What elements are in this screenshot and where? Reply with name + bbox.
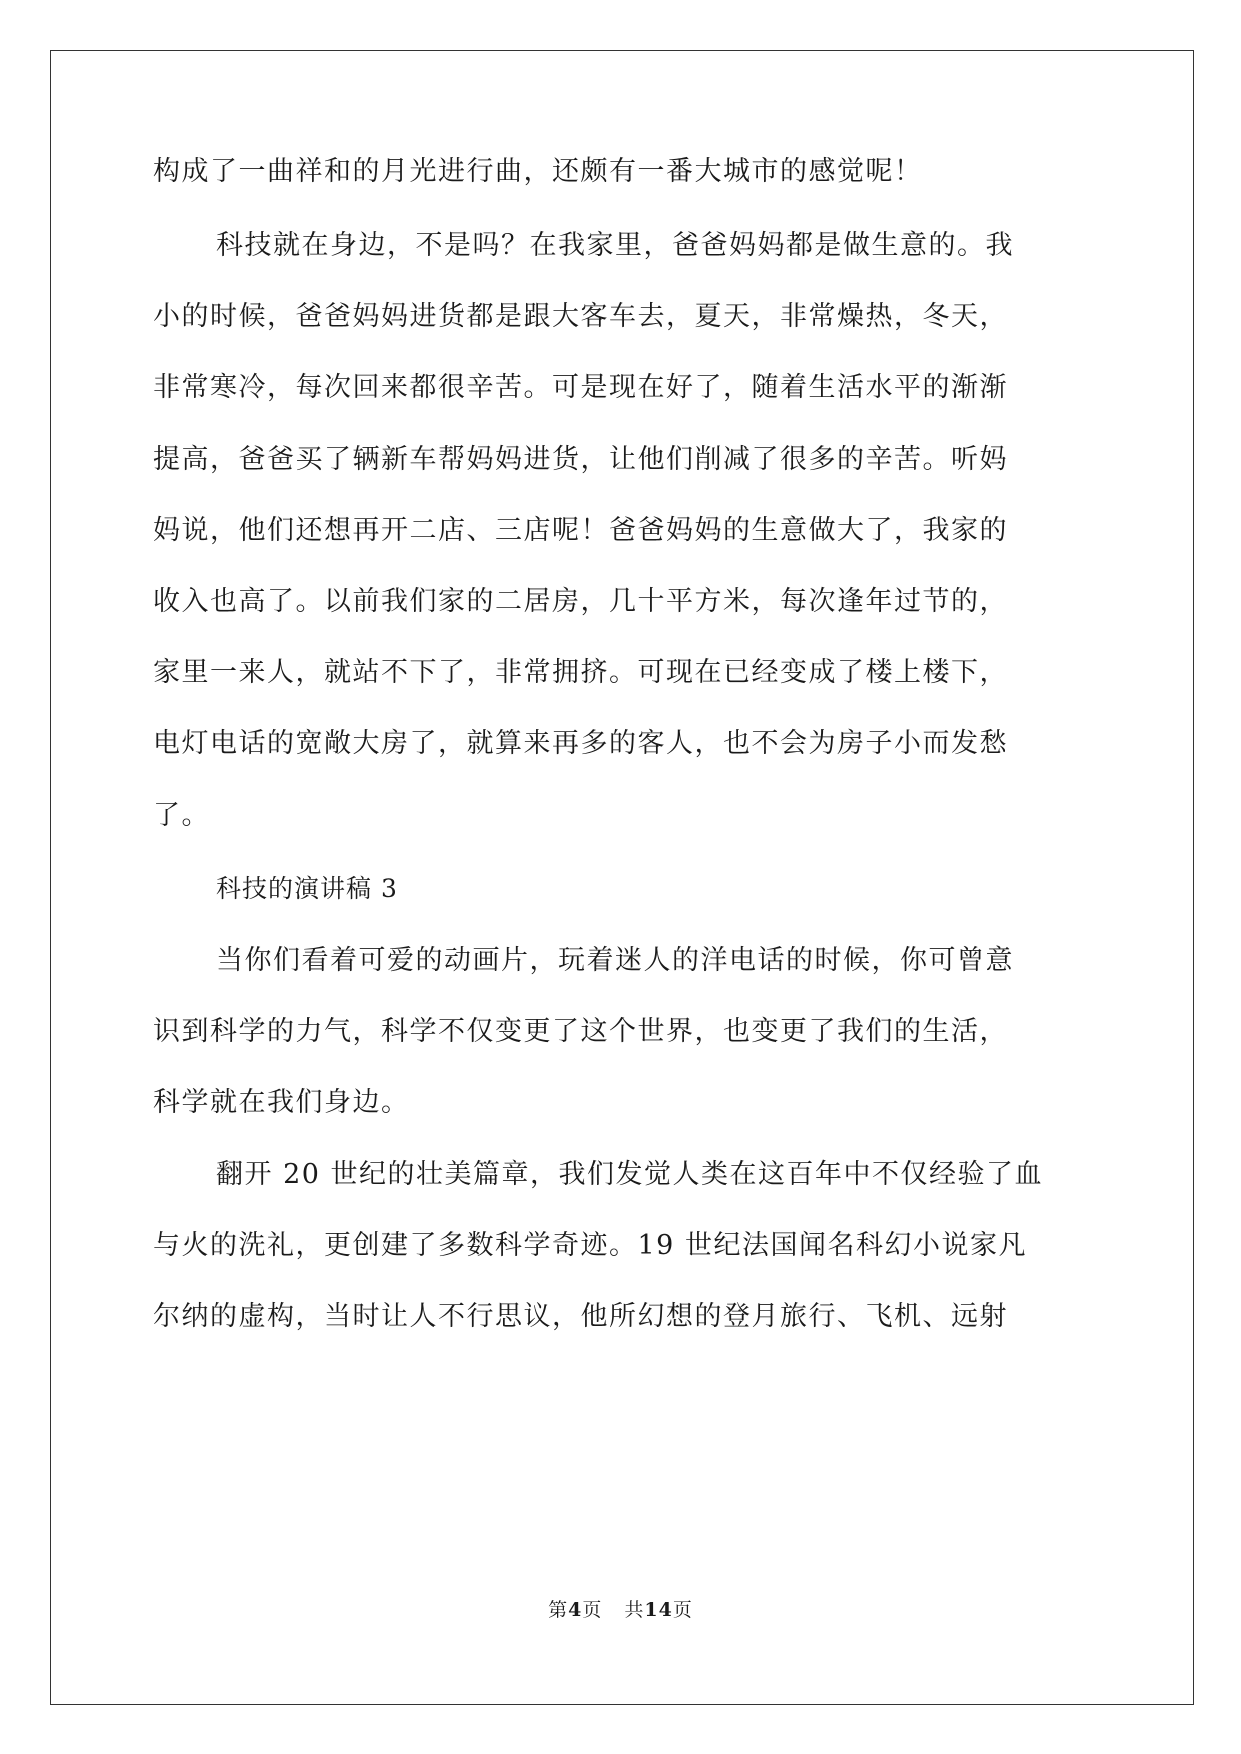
- page-prefix: 第: [548, 1599, 569, 1621]
- text-line: 收入也高了。以前我们家的二居房，几十平方米，每次逢年过节的，: [153, 586, 1008, 617]
- page-current: 4: [568, 1599, 583, 1621]
- text-line: 翻开 20 世纪的壮美篇章，我们发觉人类在这百年中不仅经验了血: [216, 1159, 1044, 1190]
- text-line: 科学就在我们身边。: [153, 1087, 410, 1118]
- total-prefix: 共: [624, 1599, 645, 1621]
- text-line: 识到科学的力气，科学不仅变更了这个世界，也变更了我们的生活，: [153, 1016, 1008, 1047]
- text-line: 科技就在身边，不是吗？在我家里，爸爸妈妈都是做生意的。我: [216, 230, 1014, 261]
- text-line: 当你们看着可爱的动画片，玩着迷人的洋电话的时候，你可曾意: [216, 945, 1014, 976]
- page-total: 14: [644, 1599, 673, 1621]
- text-line: 构成了一曲祥和的月光进行曲，还颇有一番大城市的感觉呢！: [153, 156, 923, 187]
- text-line: 与火的洗礼，更创建了多数科学奇迹。19 世纪法国闻名科幻小说家凡: [153, 1230, 1027, 1261]
- text-line: 电灯电话的宽敞大房了，就算来再多的客人，也不会为房子小而发愁: [153, 728, 1008, 759]
- text-line: 了。: [153, 800, 210, 831]
- text-line: 尔纳的虚构，当时让人不行思议，他所幻想的登月旅行、飞机、远射: [153, 1301, 1008, 1332]
- page-suffix: 页: [582, 1599, 603, 1621]
- text-line: 非常寒冷，每次回来都很辛苦。可是现在好了，随着生活水平的渐渐: [153, 372, 1008, 403]
- page-footer: [0, 1596, 1241, 1624]
- total-suffix: 页: [672, 1599, 693, 1621]
- text-line: 提高，爸爸买了辆新车帮妈妈进货，让他们削减了很多的辛苦。听妈: [153, 444, 1008, 475]
- text-line: 家里一来人，就站不下了，非常拥挤。可现在已经变成了楼上楼下，: [153, 657, 1008, 688]
- section-title: 科技的演讲稿 3: [216, 874, 398, 903]
- text-line: 小的时候，爸爸妈妈进货都是跟大客车去，夏天，非常燥热，冬天，: [153, 301, 1008, 332]
- text-line: 妈说，他们还想再开二店、三店呢！爸爸妈妈的生意做大了，我家的: [153, 515, 1008, 546]
